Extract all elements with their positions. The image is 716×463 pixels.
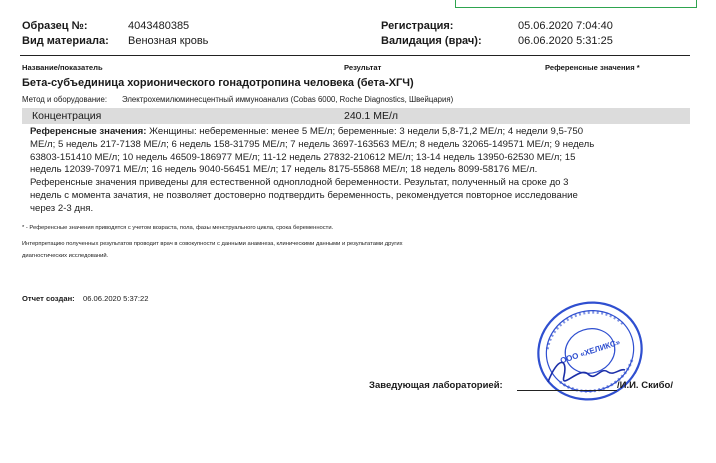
validation-value: 06.06.2020 5:31:25 (518, 35, 613, 47)
sample-label: Образец №: (22, 20, 88, 32)
reference-line: недель с момента зачатия, не позволяет достоверно подтвердить беременность, рекомендуется повторное исследование (30, 189, 578, 201)
header-divider (20, 55, 690, 56)
reference-block (30, 126, 652, 216)
sample-value: 4043480385 (128, 20, 190, 32)
column-name: Название/показатель (22, 63, 103, 72)
head-of-lab-name: /И.И. Скибо/ (617, 380, 673, 391)
column-reference: Референсные значения * (545, 63, 640, 72)
test-title: Бета-субъединица хорионического гонадотропина человека (бета-ХГЧ) (22, 77, 414, 89)
method-label: Метод и оборудование: (22, 95, 108, 104)
material-value: Венозная кровь (128, 35, 209, 47)
reference-line: недель 12039-70971 МЕ/л; 16 недель 9040-56451 МЕ/л; 17 недель 8175-55868 МЕ/л; 18 недель 8099-58176 МЕ/л. (30, 164, 538, 176)
param-value: 240.1 МЕ/л (344, 110, 398, 122)
reference-line: Референсные значения приведены для естественной одноплодной беременности. Результат, полученный на сроке до 3 (30, 177, 569, 189)
svg-text:ООО «ХЕЛИКС»: ООО «ХЕЛИКС» (559, 337, 622, 366)
registration-label: Регистрация: (381, 20, 454, 32)
reference-line: МЕ/л; 5 недель 217-7138 МЕ/л; 6 недель 158-31795 МЕ/л; 7 недель 3697-163563 МЕ/л; 8 недель 32065-149571 МЕ/л; 9 недель (30, 138, 595, 150)
registration-value: 05.06.2020 7:04:40 (518, 20, 613, 32)
footnote-reference: * - Референсные значения приводятся с учетом возраста, пола, фазы менструального цикла, срока беременности. (22, 225, 334, 231)
report-created-label: Отчет создан: (22, 294, 75, 303)
report-created-value: 06.06.2020 5:37:22 (83, 294, 149, 303)
material-label: Вид материала: (22, 35, 109, 47)
column-result: Результат (344, 63, 382, 72)
top-frame (455, 0, 697, 8)
validation-label: Валидация (врач): (381, 35, 482, 47)
head-of-lab-label: Заведующая лабораторией: (369, 380, 503, 391)
footnote-interpretation-2: диагностических исследований. (22, 253, 109, 259)
reference-line: 63803-151410 МЕ/л; 10 недель 46509-186977 МЕ/л; 11-12 недель 27832-210612 МЕ/л; 13-14 недель 13950-62530 МЕ/л; 15 (30, 151, 576, 163)
method-value: Электрохемилюминесцентный иммуноанализ (Cobas 6000, Roche Diagnostics, Швейцария) (122, 95, 454, 104)
reference-line: через 2-3 дня. (30, 202, 94, 214)
signature-line (517, 390, 617, 391)
reference-line: Референсные значения: Женщины: небеременные: менее 5 МЕ/л; беременные: 3 недели 5,8-71,2 МЕ/л; 4 недели 9,5-750 (30, 126, 584, 137)
footnote-interpretation-1: Интерпретацию полученных результатов проводит врач в совокупности с данными анамнеза, клиническими данными и результатами других (22, 241, 403, 247)
param-name: Концентрация (32, 110, 102, 122)
reference-label: Референсные значения: (30, 126, 147, 137)
